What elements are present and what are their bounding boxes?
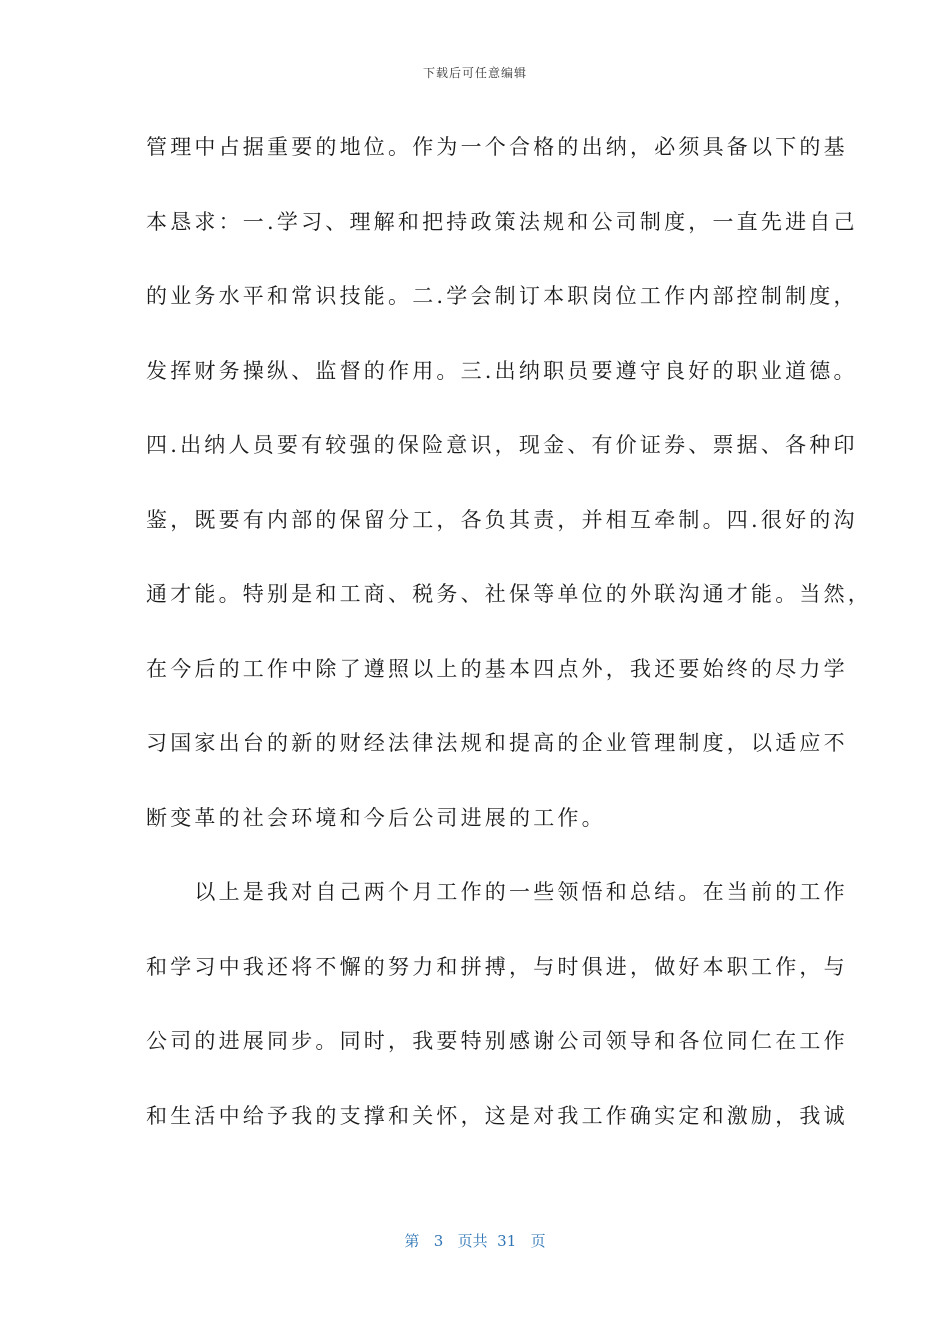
text-line: 鉴，既要有内部的保留分工，各负其责，并相互牵制。四.很好的沟 — [146, 507, 858, 532]
text-line: 和生活中给予我的支撑和关怀，这是对我工作确实定和激励，我诚 — [146, 1103, 848, 1128]
text-line: 通才能。特别是和工商、税务、社保等单位的外联沟通才能。当然， — [146, 582, 872, 606]
text-line: 四.出纳人员要有较强的保险意识，现金、有价证券、票据、各种印 — [146, 433, 858, 457]
footer-label-end: 页 — [530, 1232, 546, 1250]
text-line: 断变革的社会环境和今后公司进展的工作。 — [146, 805, 606, 830]
footer-label-total: 页共 — [457, 1232, 488, 1250]
footer-label-page: 第 — [404, 1232, 420, 1250]
current-page-number: 3 — [433, 1232, 444, 1250]
text-line: 习国家出台的新的财经法律法规和提高的企业管理制度，以适应不 — [146, 731, 848, 755]
text-line: 本恳求：一.学习、理解和把持政策法规和公司制度，一直先进自己 — [146, 209, 858, 234]
text-line: 和学习中我还将不懈的努力和拼搏，与时俱进，做好本职工作，与 — [146, 954, 848, 979]
text-line: 管理中占据重要的地位。作为一个合格的出纳，必须具备以下的基 — [146, 135, 848, 159]
page-header-note: 下载后可任意编辑 — [422, 66, 527, 80]
text-line: 以上是我对自己两个月工作的一些领悟和总结。在当前的工作 — [146, 880, 848, 904]
document-body — [146, 127, 872, 1170]
page-footer — [0, 1230, 950, 1251]
text-line: 发挥财务操纵、监督的作用。三.出纳职员要遵守良好的职业道德。 — [146, 358, 858, 383]
total-pages-number: 31 — [497, 1232, 517, 1250]
text-line: 在今后的工作中除了遵照以上的基本四点外，我还要始终的尽力学 — [146, 656, 848, 681]
text-line: 公司的进展同步。同时，我要特别感谢公司领导和各位同仁在工作 — [146, 1029, 848, 1053]
text-line: 的业务水平和常识技能。二.学会制订本职岗位工作内部控制制度， — [146, 284, 858, 308]
